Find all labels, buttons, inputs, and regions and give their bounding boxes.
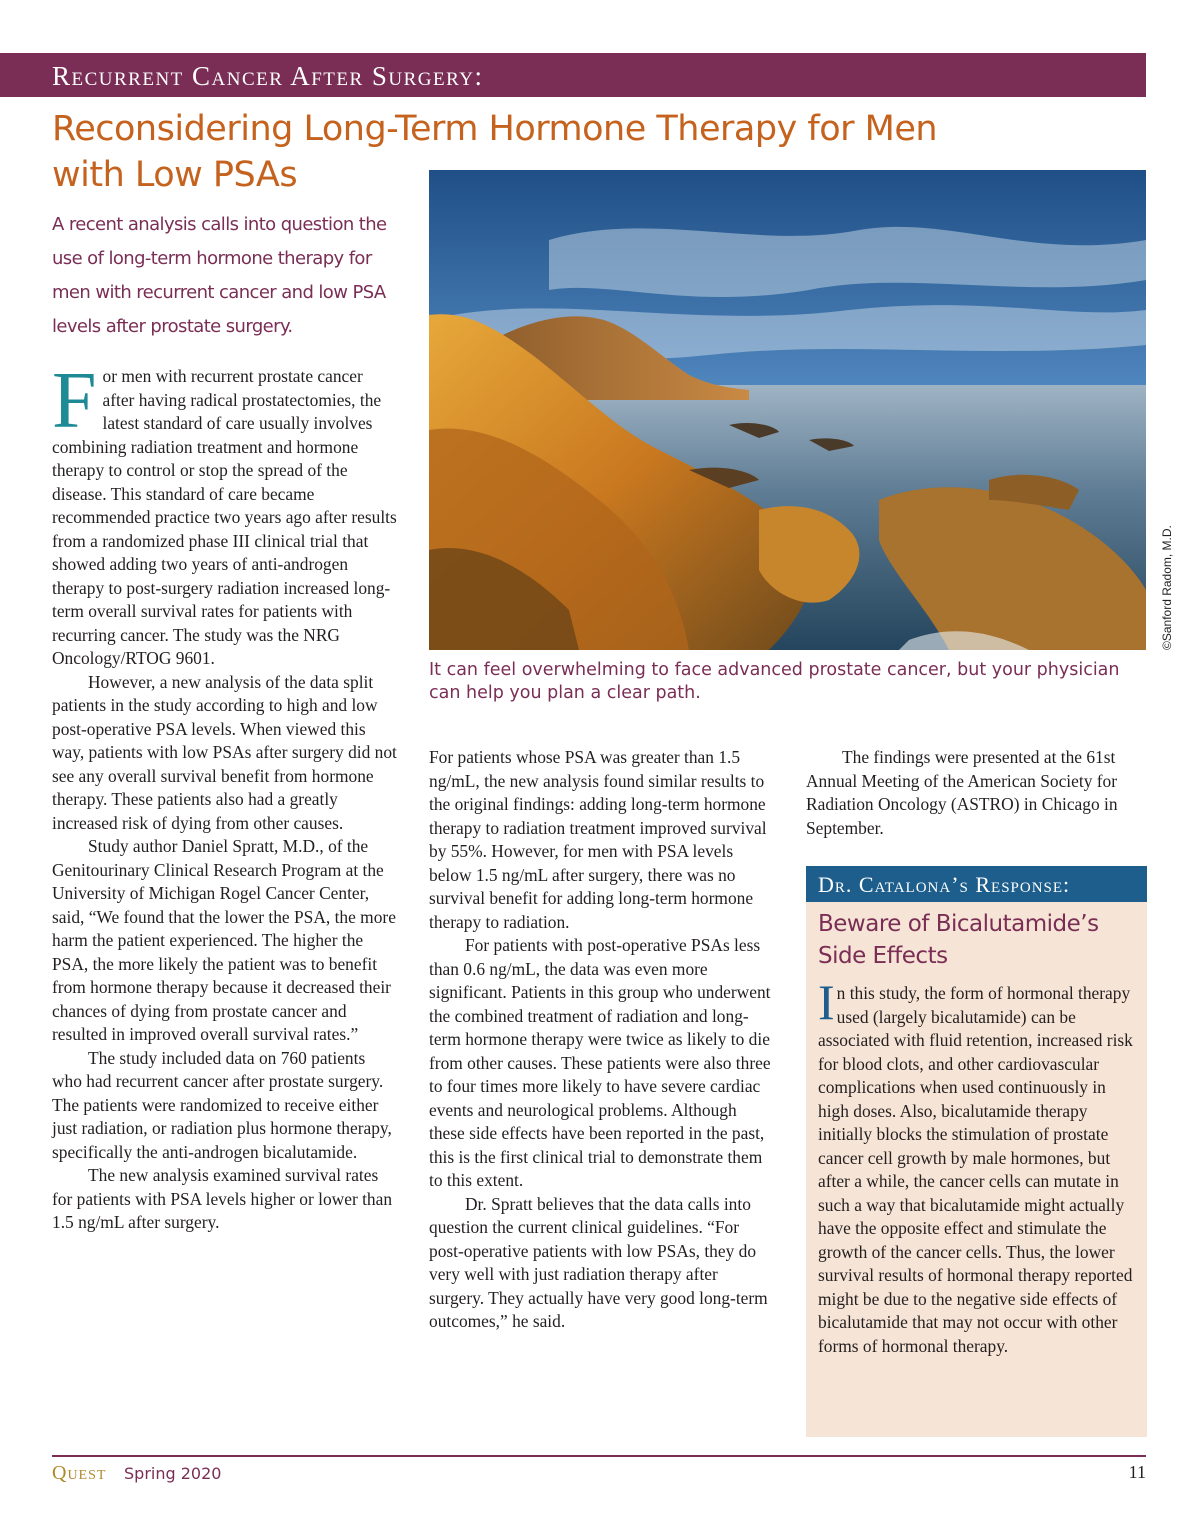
paragraph: The new analysis examined survival rates for patients with PSA levels higher or lower than 1.5 ng/mL after surgery. <box>52 1165 393 1232</box>
paragraph: The findings were presented at the 61st Annual Meeting of the American Society for Radiation Oncology (ASTRO) in Chicago in September. <box>806 747 1118 838</box>
sidebar-body <box>818 974 1133 1358</box>
body-column-1 <box>52 357 397 1235</box>
section-banner <box>0 53 1146 97</box>
article-headline: Reconsidering Long-Term Hormone Therapy for Men with Low PSAs <box>52 109 938 195</box>
photo-caption: It can feel overwhelming to face advanced prostate cancer, but your physician can help you plan a clear path. <box>429 660 1120 703</box>
photo-credit: ©Sanford Radom, M.D. <box>1160 525 1174 650</box>
page-number: 11 <box>1128 1462 1146 1482</box>
paragraph: Study author Daniel Spratt, M.D., of the Genitourinary Clinical Research Program at the University of Michigan Rogel Cancer Center, said, “We found that the lower the PSA, the more harm the patient experienced. The higher the PSA, the more likely the patient was to benefit from hormone therapy because it decreased their chances of dying from prostate cancer and resulted in improved overall survival rates.” <box>52 836 396 1044</box>
body-column-3 <box>806 746 1146 840</box>
paragraph: However, a new analysis of the data split patients in the study according to high and low post-operative PSA levels. When viewed this way, patients with low PSAs after surgery did not see any overall survival benefit from hormone therapy. These patients also had a greatly increased risk of dying from other causes. <box>52 671 397 833</box>
footer-divider <box>52 1455 1146 1457</box>
sidebar-body-text: n this study, the form of hormonal therapy used (largely bicalutamide) can be associated with fluid retention, increased risk for blood clots, and other cardiovascular complications when used continuously in high doses. Also, bicalutamide therapy initially blocks the stimulation of prostate cancer cell growth by male hormones, but after a while, the cancer cells can mutate in such a way that bicalutamide might actually have the opposite effect and stimulate the growth of the cancer cells. Thus, the lower survival results of hormonal therapy reported might be due to the negative side effects of bicalutamide that may not occur with other forms of hormonal therapy. <box>818 983 1133 1356</box>
doctor-response-sidebar <box>806 866 1147 1437</box>
sidebar-heading: Dr. Catalona’s Response: <box>806 866 1147 902</box>
article-dek: A recent analysis calls into question the use of long-term hormone therapy for men with recurrent cancer and low PSA levels after prostate surgery. <box>52 214 387 337</box>
drop-cap: I <box>818 974 835 1030</box>
issue-date: Spring 2020 <box>124 1464 222 1483</box>
paragraph: For patients with post-operative PSAs less than 0.6 ng/mL, the data was even more significant. Patients in this group who underwent the combined treatment of radiation and long-term hormone therapy were twice as likely to die from other causes. These patients were also three to four times more likely to have severe cardiac events and neurological problems. Although these side effects have been reported in the past, this is the first clinical trial to demonstrate them to this extent. <box>429 935 771 1190</box>
paragraph <box>52 357 397 671</box>
publication-name: Quest <box>52 1462 107 1484</box>
paragraph: For patients whose PSA was greater than 1.5 ng/mL, the new analysis found similar results to the original findings: adding long-term hormone therapy to radiation treatment improved survival by 55%. However, for men with PSA levels below 1.5 ng/mL after surgery, there was no survival benefit for adding long-term hormone therapy to radiation. <box>429 747 767 932</box>
paragraph-text: or men with recurrent prostate cancer after having radical prostatectomies, the latest standard of care usually involves combining radiation treatment and hormone therapy to control or stop the spread of the disease. This standard of care became recommended practice two years ago after results from a randomized phase III clinical trial that showed adding two years of anti-androgen therapy to post-surgery radiation increased long-term overall survival rates for patients with recurring cancer. The study was the NRG Oncology/RTOG 9601. <box>52 366 397 668</box>
body-column-2 <box>429 746 774 1334</box>
section-kicker: Recurrent Cancer After Surgery: <box>52 61 484 91</box>
drop-cap: F <box>52 357 97 445</box>
sidebar-title: Beware of Bicalutamide’s Side Effects <box>818 911 1099 969</box>
coastal-landscape-photo <box>429 170 1146 650</box>
paragraph: The study included data on 760 patients who had recurrent cancer after prostate surgery. The patients were randomized to receive either just radiation, or radiation plus hormone therapy, specifically the anti-androgen bicalutamide. <box>52 1047 392 1162</box>
paragraph: Dr. Spratt believes that the data calls into question the current clinical guidelines. “For post-operative patients with low PSAs, they do very well with just radiation therapy after surgery. They actually have very good long-term outcomes,” he said. <box>429 1193 768 1331</box>
